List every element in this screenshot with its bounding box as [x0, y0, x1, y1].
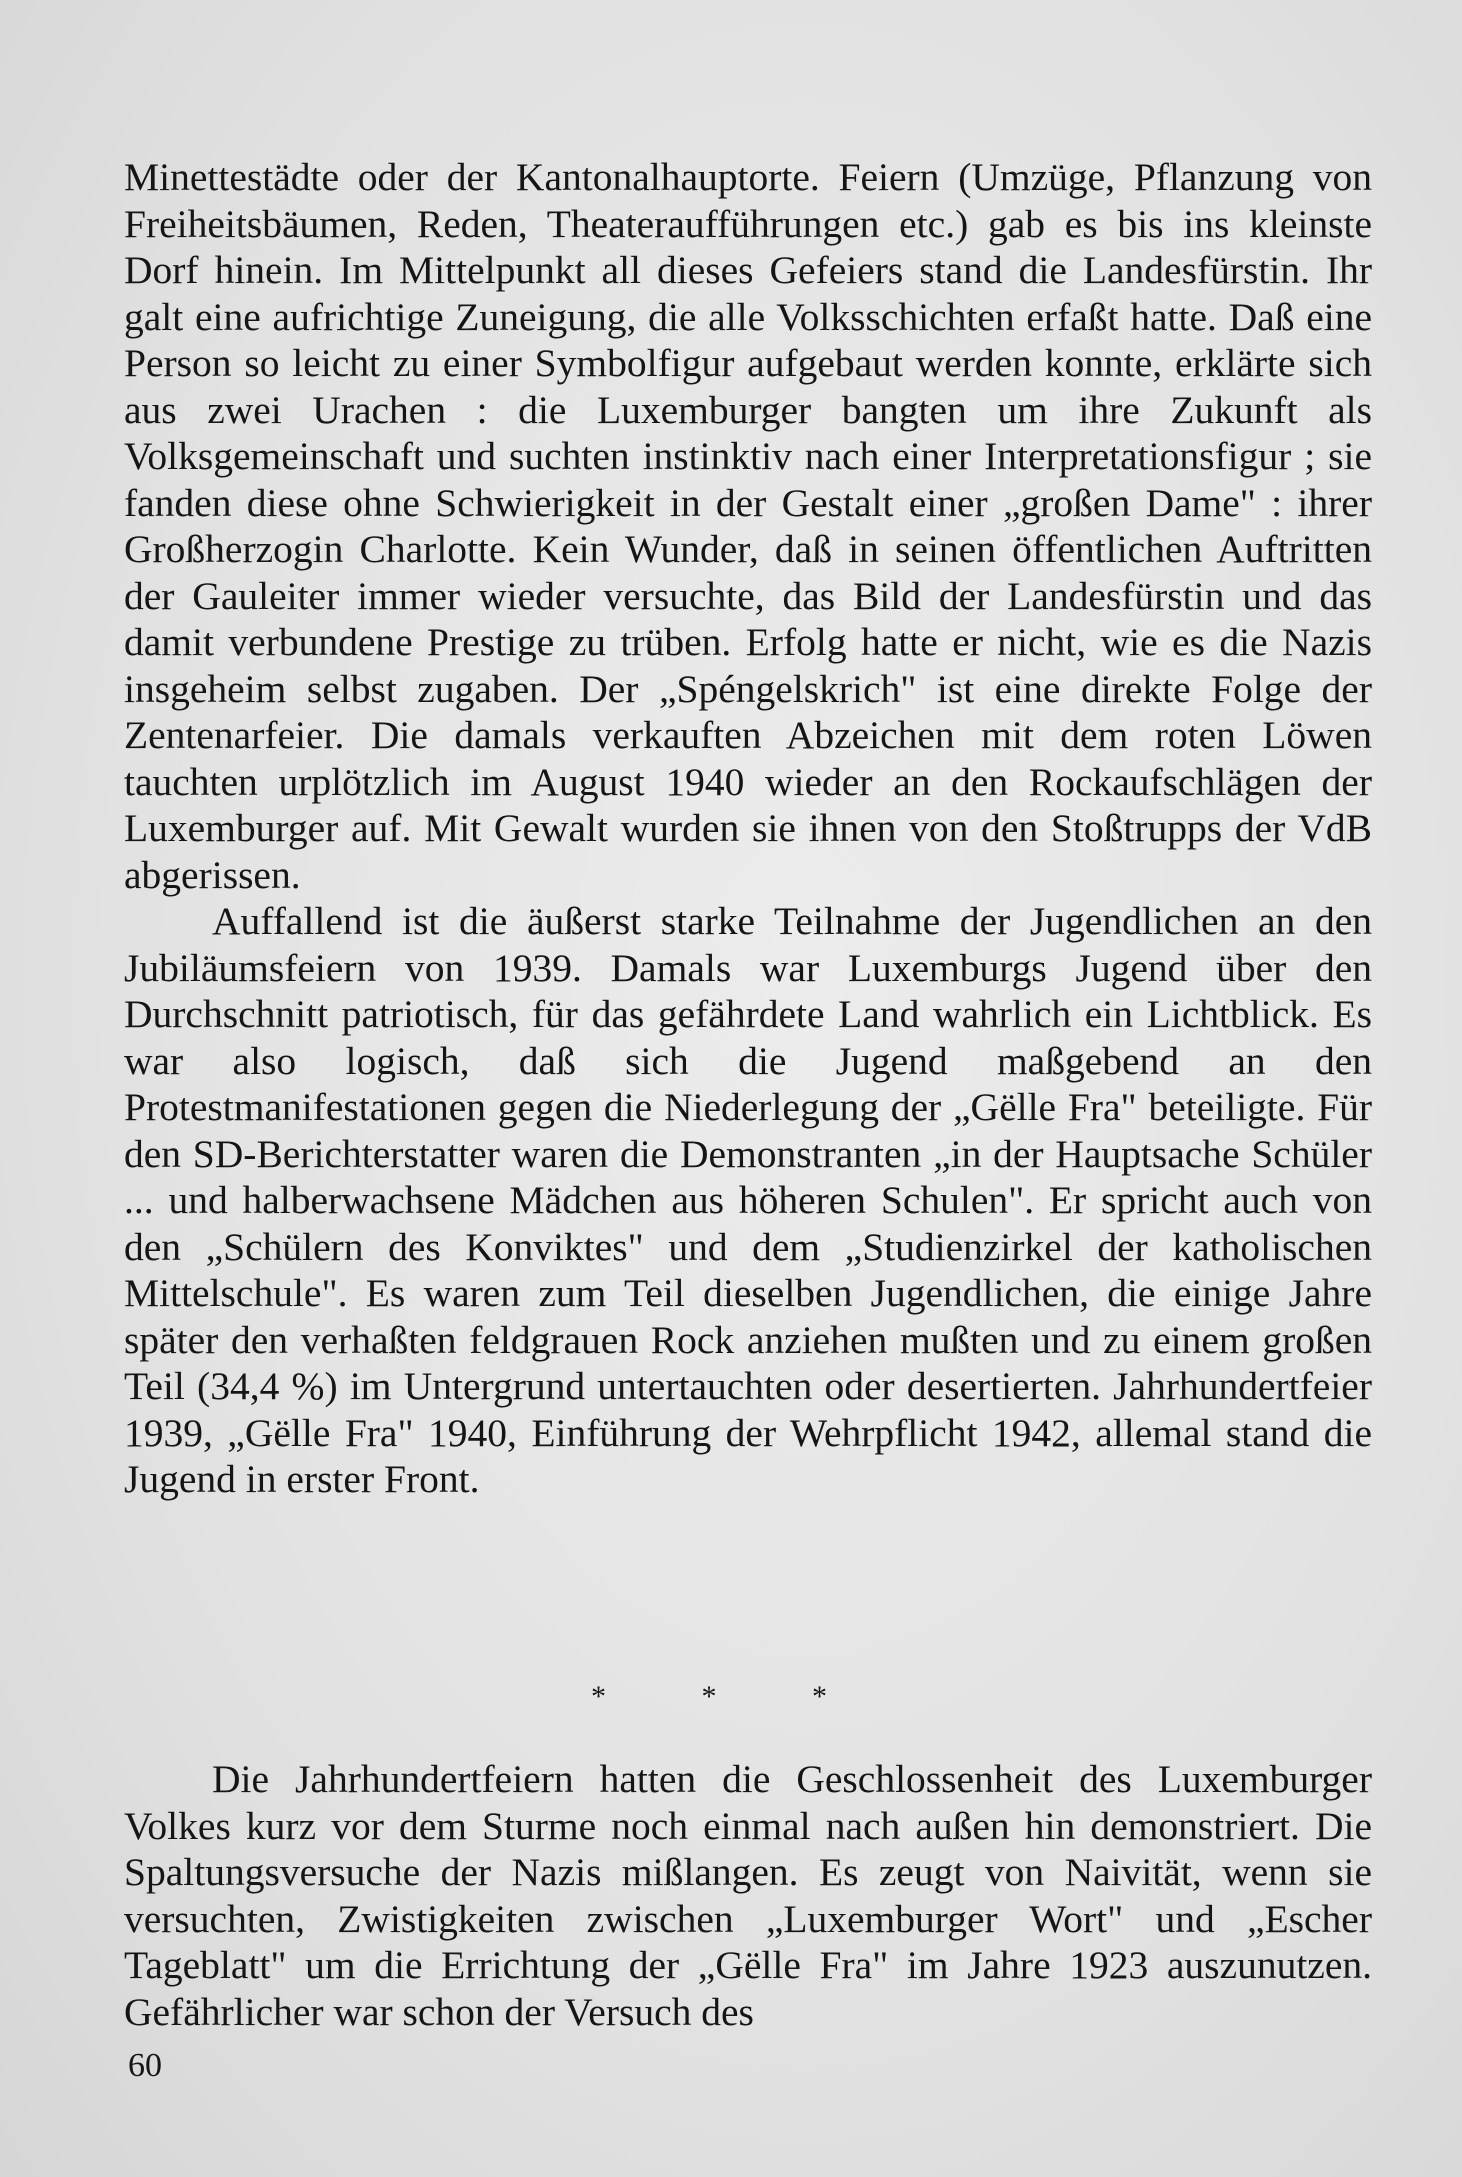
- section-separator: * * *: [591, 1680, 871, 1713]
- second-section-text: [124, 1756, 1372, 2035]
- paragraph-continuation: Minettestädte oder der Kantonalhauptorte. Feiern (Umzüge, Pflanzung von Freiheitsbäumen, Reden, Theateraufführungen etc.) gab es bis ins kleinste Dorf hinein. Im Mittelpunkt all dieses Gefeiers stand die Landesfürstin. Ihr galt eine aufrichtige Zuneigung, die alle Volksschichten erfaßt hatte. Daß eine Person so leicht zu einer Symbolfigur aufgebaut werden konnte, erklärte sich aus zwei Urachen : die Luxemburger bangten um ihre Zukunft als Volksgemeinschaft und suchten instinktiv nach einer Interpretationsfigur ; sie fanden diese ohne Schwierigkeit in der Gestalt einer „großen Dame" : ihrer Großherzogin Charlotte. Kein Wunder, daß in seinen öffentlichen Auftritten der Gauleiter immer wieder versuchte, das Bild der Landesfürstin und das damit verbundene Prestige zu trüben. Erfolg hatte er nicht, wie es die Nazis insgeheim selbst zugaben. Der „Spéngelskrich" ist eine direkte Folge der Zentenarfeier. Die damals verkauften Abzeichen mit dem roten Löwen tauchten urplötzlich im August 1940 wieder an den Rockaufschlägen der Luxemburger auf. Mit Gewalt wurden sie ihnen von den Stoßtrupps der VdB abgerissen.: [124, 155, 1372, 897]
- main-text-block: [124, 154, 1372, 1503]
- page-number: 60: [128, 2047, 162, 2084]
- paragraph-youth: Auffallend ist die äußerst starke Teilnahme der Jugendlichen an den Jubiläumsfeiern von 1939. Damals war Luxemburgs Jugend über den Durchschnitt patriotisch, für das gefährdete Land wahrlich ein Lichtblick. Es war also logisch, daß sich die Jugend maßgebend an den Protestmanifestationen gegen die Niederlegung der „Gëlle Fra" beteiligte. Für den SD-Berichterstatter waren die Demonstranten „in der Hauptsache Schüler ... und halberwachsene Mädchen aus höheren Schulen". Er spricht auch von den „Schülern des Konviktes" und dem „Studienzirkel der katholischen Mittelschule". Es waren zum Teil dieselben Jugendlichen, die einige Jahre später den verhaßten feldgrauen Rock anziehen mußten und zu einem großen Teil (34,4 %) im Untergrund untertauchten oder desertierten. Jahrhundertfeier 1939, „Gëlle Fra" 1940, Einführung der Wehrpflicht 1942, allemal stand die Jugend in erster Front.: [124, 899, 1372, 1501]
- paragraph-centenary: Die Jahrhundertfeiern hatten die Geschlossenheit des Luxemburger Volkes kurz vor dem Sturme noch einmal nach außen hin demonstriert. Die Spaltungsversuche der Nazis mißlangen. Es zeugt von Naivität, wenn sie versuchten, Zwistigkeiten zwischen „Luxemburger Wort" und „Escher Tageblatt" um die Errichtung der „Gëlle Fra" im Jahre 1923 auszunutzen. Gefährlicher war schon der Versuch des: [124, 1757, 1372, 2034]
